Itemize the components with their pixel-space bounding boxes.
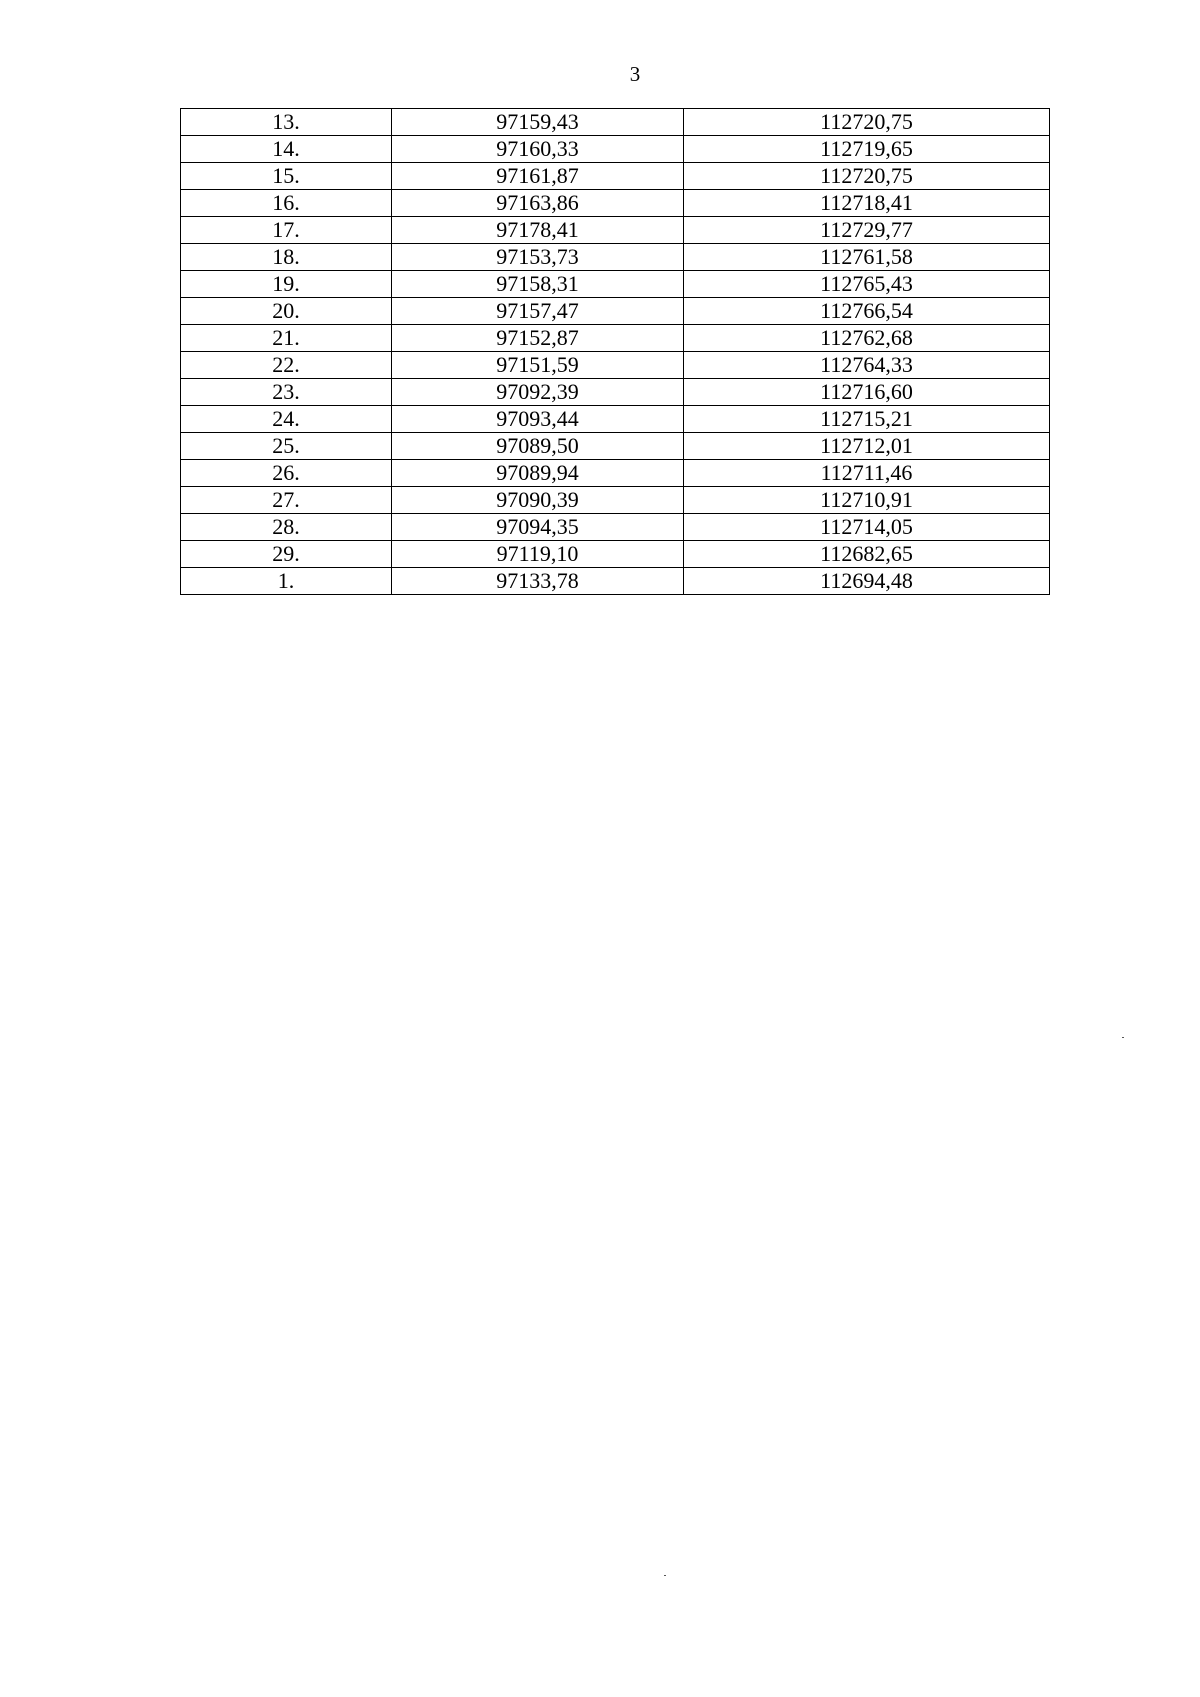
table-row (181, 541, 1050, 568)
x-coordinate-cell: 97163,86 (392, 190, 684, 217)
point-number-cell: 15. (181, 163, 392, 190)
point-number-cell: 19. (181, 271, 392, 298)
table-row (181, 352, 1050, 379)
y-coordinate-cell: 112710,91 (684, 487, 1050, 514)
x-coordinate-cell: 97089,50 (392, 433, 684, 460)
table-row (181, 271, 1050, 298)
x-coordinate-cell: 97092,39 (392, 379, 684, 406)
coordinates-table (180, 108, 1050, 595)
y-coordinate-cell: 112729,77 (684, 217, 1050, 244)
table-row (181, 379, 1050, 406)
x-coordinate-cell: 97160,33 (392, 136, 684, 163)
x-coordinate-cell: 97158,31 (392, 271, 684, 298)
point-number-cell: 24. (181, 406, 392, 433)
point-number-cell: 29. (181, 541, 392, 568)
x-coordinate-cell: 97089,94 (392, 460, 684, 487)
table-row (181, 244, 1050, 271)
point-number-cell: 27. (181, 487, 392, 514)
table-row (181, 568, 1050, 595)
point-number-cell: 20. (181, 298, 392, 325)
x-coordinate-cell: 97094,35 (392, 514, 684, 541)
y-coordinate-cell: 112719,65 (684, 136, 1050, 163)
y-coordinate-cell: 112694,48 (684, 568, 1050, 595)
table-row (181, 298, 1050, 325)
y-coordinate-cell: 112766,54 (684, 298, 1050, 325)
y-coordinate-cell: 112718,41 (684, 190, 1050, 217)
y-coordinate-cell: 112720,75 (684, 109, 1050, 136)
point-number-cell: 23. (181, 379, 392, 406)
coordinates-table-body (181, 109, 1050, 595)
point-number-cell: 22. (181, 352, 392, 379)
point-number-cell: 26. (181, 460, 392, 487)
x-coordinate-cell: 97153,73 (392, 244, 684, 271)
y-coordinate-cell: 112765,43 (684, 271, 1050, 298)
table-row (181, 433, 1050, 460)
x-coordinate-cell: 97178,41 (392, 217, 684, 244)
x-coordinate-cell: 97151,59 (392, 352, 684, 379)
x-coordinate-cell: 97133,78 (392, 568, 684, 595)
table-row (181, 190, 1050, 217)
x-coordinate-cell: 97152,87 (392, 325, 684, 352)
point-number-cell: 13. (181, 109, 392, 136)
table-row (181, 163, 1050, 190)
point-number-cell: 14. (181, 136, 392, 163)
table-row (181, 460, 1050, 487)
y-coordinate-cell: 112712,01 (684, 433, 1050, 460)
y-coordinate-cell: 112711,46 (684, 460, 1050, 487)
table-row (181, 217, 1050, 244)
table-row (181, 109, 1050, 136)
point-number-cell: 16. (181, 190, 392, 217)
table-row (181, 406, 1050, 433)
x-coordinate-cell: 97119,10 (392, 541, 684, 568)
table-row (181, 514, 1050, 541)
y-coordinate-cell: 112716,60 (684, 379, 1050, 406)
table-row (181, 487, 1050, 514)
table-row (181, 325, 1050, 352)
table-row (181, 136, 1050, 163)
x-coordinate-cell: 97157,47 (392, 298, 684, 325)
point-number-cell: 21. (181, 325, 392, 352)
point-number-cell: 1. (181, 568, 392, 595)
y-coordinate-cell: 112714,05 (684, 514, 1050, 541)
y-coordinate-cell: 112720,75 (684, 163, 1050, 190)
page-number: 3 (629, 62, 641, 86)
y-coordinate-cell: 112764,33 (684, 352, 1050, 379)
x-coordinate-cell: 97093,44 (392, 406, 684, 433)
x-coordinate-cell: 97159,43 (392, 109, 684, 136)
point-number-cell: 17. (181, 217, 392, 244)
x-coordinate-cell: 97161,87 (392, 163, 684, 190)
y-coordinate-cell: 112682,65 (684, 541, 1050, 568)
y-coordinate-cell: 112762,68 (684, 325, 1050, 352)
scan-speck (664, 1575, 666, 1576)
x-coordinate-cell: 97090,39 (392, 487, 684, 514)
y-coordinate-cell: 112761,58 (684, 244, 1050, 271)
point-number-cell: 25. (181, 433, 392, 460)
y-coordinate-cell: 112715,21 (684, 406, 1050, 433)
point-number-cell: 18. (181, 244, 392, 271)
point-number-cell: 28. (181, 514, 392, 541)
scan-speck (1122, 1037, 1124, 1038)
